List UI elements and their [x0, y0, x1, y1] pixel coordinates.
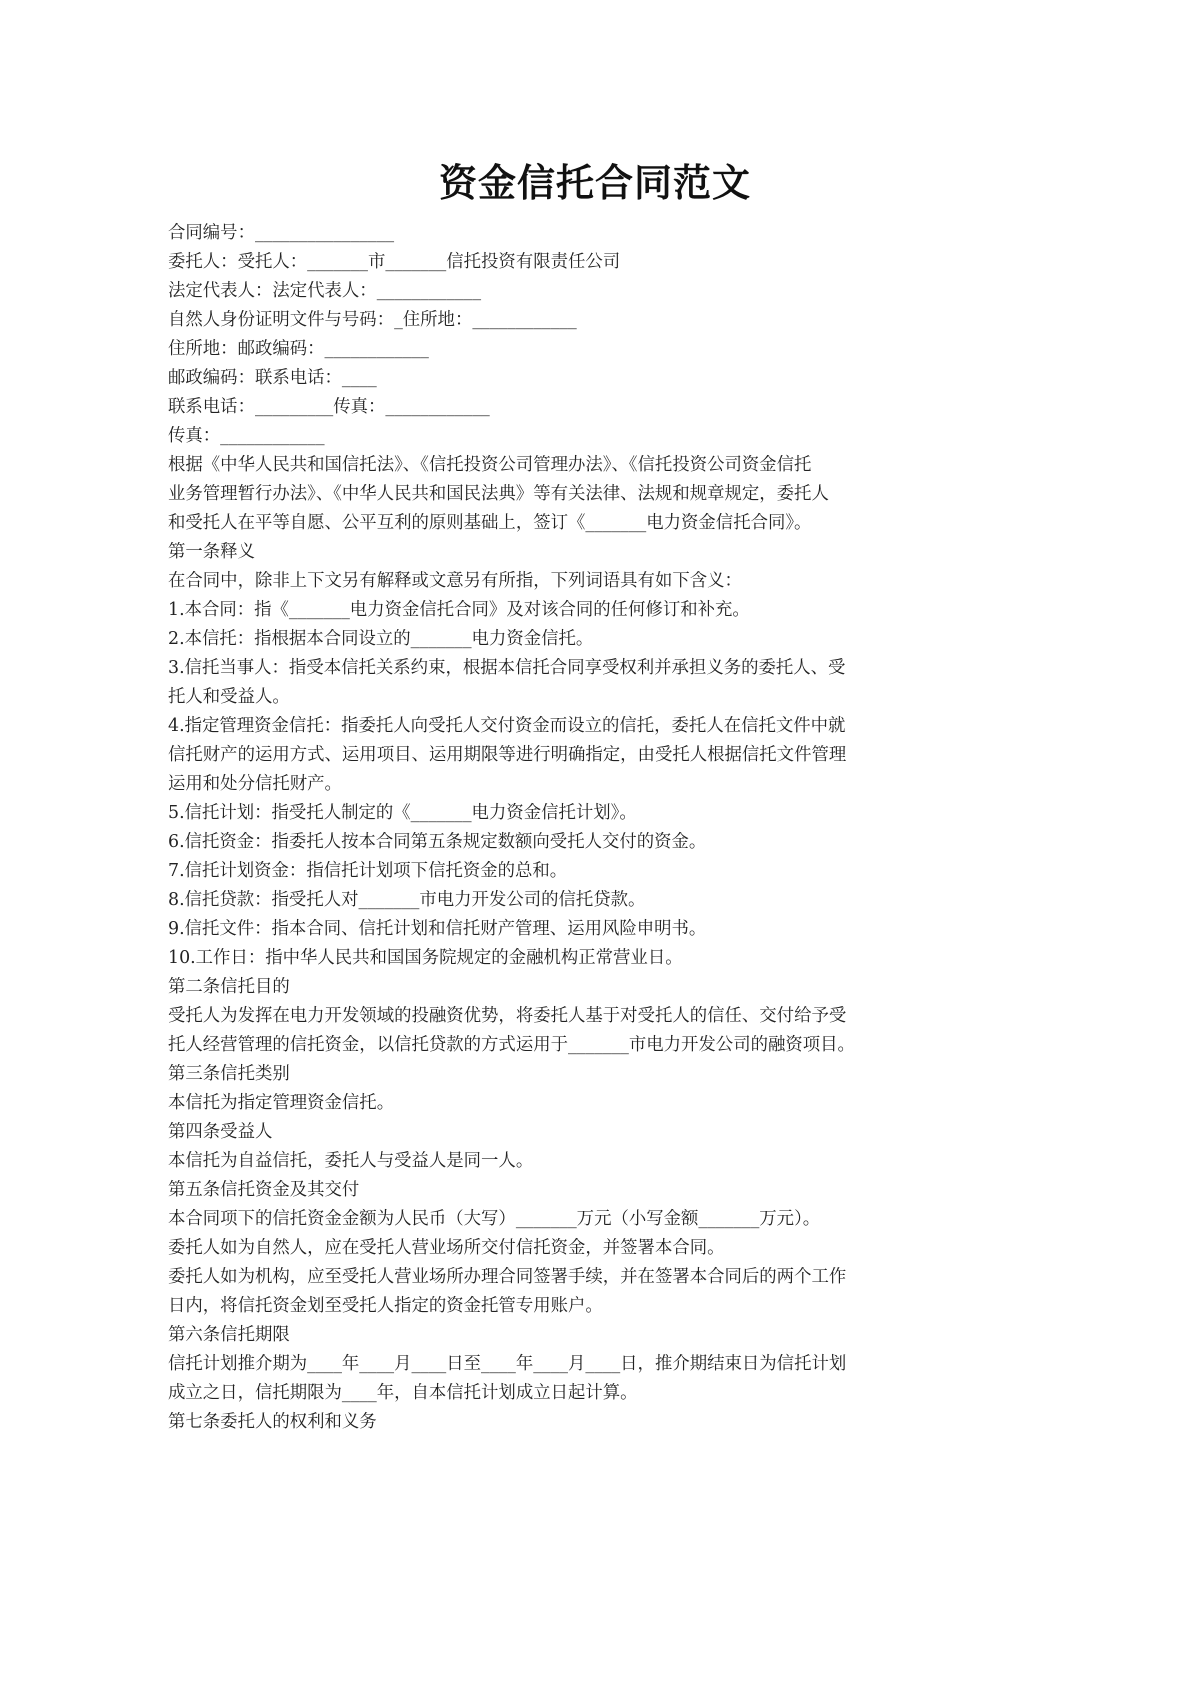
section-heading: 第六条信托期限 [168, 1325, 290, 1345]
section-heading: 第一条释义 [168, 542, 255, 562]
contract-number-line: 合同编号：________________ [168, 223, 395, 243]
definition-item: 9.信托文件：指本合同、信托计划和信托财产管理、运用风险申明书。 [168, 919, 707, 939]
paragraph-line: 委托人如为机构，应至受托人营业场所办理合同签署手续，并在签署本合同后的两个工作 [168, 1267, 847, 1287]
legal-representative-line: 法定代表人：法定代表人：____________ [168, 281, 482, 301]
definition-item: 2.本信托：指根据本合同设立的_______电力资金信托。 [168, 629, 594, 649]
section-heading: 第五条信托资金及其交付 [168, 1180, 360, 1200]
paragraph-line: 成立之日，信托期限为____年，自本信托计划成立日起计算。 [168, 1383, 638, 1403]
document-body [168, 219, 1018, 1437]
address-line: 住所地：邮政编码：____________ [168, 339, 429, 359]
definition-item: 信托财产的运用方式、运用项目、运用期限等进行明确指定，由受托人根据信托文件管理 [168, 745, 847, 765]
postal-code-line: 邮政编码：联系电话：____ [168, 368, 377, 388]
definition-item: 3.信托当事人：指受本信托关系约束，根据本信托合同享受权利并承担义务的委托人、受 [168, 658, 846, 678]
definition-item: 8.信托贷款：指受托人对_______市电力开发公司的信托贷款。 [168, 890, 646, 910]
definition-item: 6.信托资金：指委托人按本合同第五条规定数额向受托人交付的资金。 [168, 832, 707, 852]
definition-item: 运用和处分信托财产。 [168, 774, 342, 794]
document-title: 资金信托合同范文 [438, 160, 751, 205]
fax-line: 传真：____________ [168, 426, 325, 446]
section-heading: 第四条受益人 [168, 1122, 273, 1142]
preamble-line: 业务管理暂行办法》、《中华人民共和国民法典》等有关法律、法规和规章规定，委托人 [168, 484, 829, 504]
definition-item: 7.信托计划资金：指信托计划项下信托资金的总和。 [168, 861, 568, 881]
definition-item: 1.本合同：指《_______电力资金信托合同》及对该合同的任何修订和补充。 [168, 600, 750, 620]
paragraph-line: 在合同中，除非上下文另有解释或文意另有所指，下列词语具有如下含义： [168, 571, 742, 591]
section-heading: 第三条信托类别 [168, 1064, 290, 1084]
id-document-line: 自然人身份证明文件与号码：_住所地：____________ [168, 310, 577, 330]
definition-item: 4.指定管理资金信托：指委托人向受托人交付资金而设立的信托，委托人在信托文件中就 [168, 716, 846, 736]
definition-item: 托人和受益人。 [168, 687, 290, 707]
paragraph-line: 受托人为发挥在电力开发领域的投融资优势，将委托人基于对受托人的信任、交付给予受 [168, 1006, 847, 1026]
paragraph-line: 托人经营管理的信托资金，以信托贷款的方式运用于_______市电力开发公司的融资项目。 [168, 1035, 855, 1055]
section-heading: 第二条信托目的 [168, 977, 290, 997]
paragraph-line: 本合同项下的信托资金金额为人民币（大写）_______万元（小写金额_______万元）。 [168, 1209, 821, 1229]
preamble-line: 根据《中华人民共和国信托法》、《信托投资公司管理办法》、《信托投资公司资金信托 [168, 455, 812, 475]
paragraph-line: 本信托为自益信托，委托人与受益人是同一人。 [168, 1151, 534, 1171]
paragraph-line: 日内，将信托资金划至受托人指定的资金托管专用账户。 [168, 1296, 603, 1316]
section-heading: 第七条委托人的权利和义务 [168, 1412, 377, 1432]
definition-item: 10.工作日：指中华人民共和国国务院规定的金融机构正常营业日。 [168, 948, 683, 968]
paragraph-line: 委托人如为自然人，应在受托人营业场所交付信托资金，并签署本合同。 [168, 1238, 725, 1258]
paragraph-line: 本信托为指定管理资金信托。 [168, 1093, 395, 1113]
paragraph-line: 信托计划推介期为____年____月____日至____年____月____日，推介期结束日为信托计划 [168, 1354, 847, 1374]
definition-item: 5.信托计划：指受托人制定的《_______电力资金信托计划》。 [168, 803, 637, 823]
phone-line: 联系电话：_________传真：____________ [168, 397, 490, 417]
preamble-line: 和受托人在平等自愿、公平互利的原则基础上，签订《_______电力资金信托合同》。 [168, 513, 812, 533]
parties-line: 委托人：受托人：_______市_______信托投资有限责任公司 [168, 252, 621, 272]
